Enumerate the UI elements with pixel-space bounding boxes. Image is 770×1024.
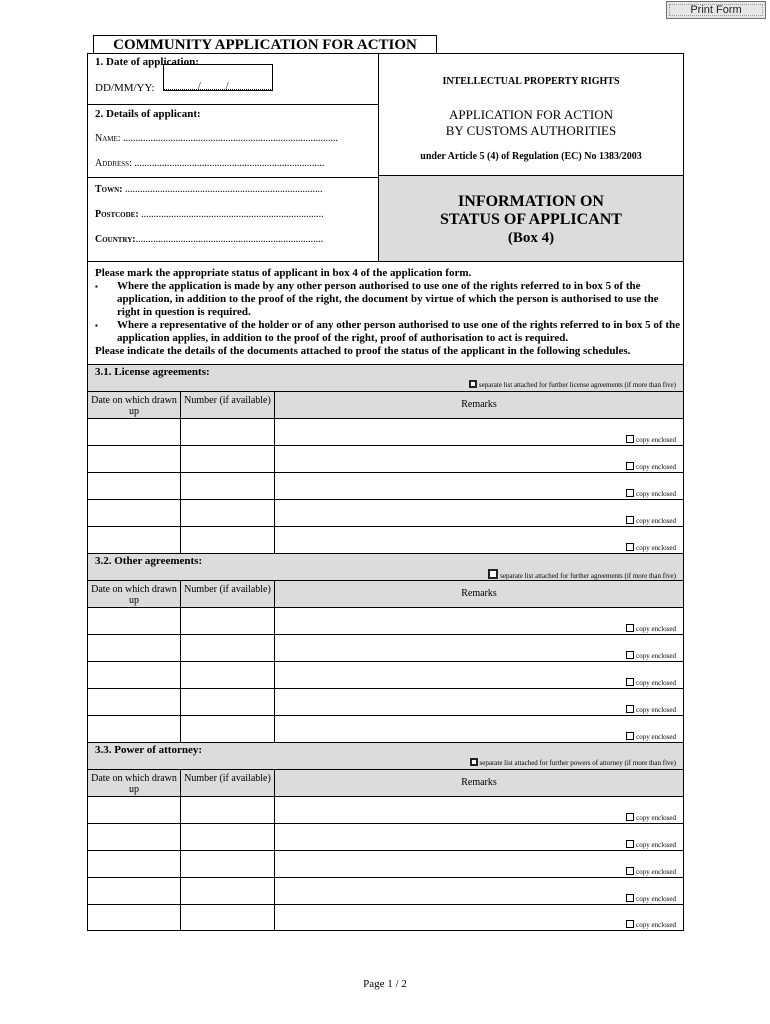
name-field-row[interactable] xyxy=(95,133,338,144)
country-dots: ........................................................................... xyxy=(135,234,324,245)
copy-enclosed-label: copy enclosed xyxy=(636,652,676,660)
checkbox-icon[interactable] xyxy=(626,489,634,497)
date-label: 1. Date of application: xyxy=(95,56,199,68)
copy-enclosed-label: copy enclosed xyxy=(636,490,676,498)
instructions-intro: Please mark the appropriate status of applicant in box 4 of the application form. xyxy=(95,267,472,279)
copy-enclosed-label: copy enclosed xyxy=(636,463,676,471)
table-row[interactable] xyxy=(88,472,683,499)
copy-enclosed-label: copy enclosed xyxy=(636,436,676,444)
left-divider-1 xyxy=(88,104,378,105)
instruction-bullet-1-text: Where the application is made by any other person authorised to use one of the rights referred to in box 5 of the application, in addition to the proof of the right, the document by virtue of which the person is authorised to use the right in question is required. xyxy=(117,280,659,318)
copy-enclosed-label: copy enclosed xyxy=(636,706,676,714)
checkbox-icon[interactable] xyxy=(626,543,634,551)
checkbox-icon[interactable] xyxy=(626,516,634,524)
copy-enclosed-label: copy enclosed xyxy=(636,841,676,849)
checkbox-icon[interactable] xyxy=(626,624,634,632)
copy-enclosed-label: copy enclosed xyxy=(636,921,676,929)
table-row[interactable] xyxy=(88,607,683,634)
copy-enclosed-option[interactable] xyxy=(626,920,676,929)
name-label: Name xyxy=(95,133,118,144)
table-row[interactable] xyxy=(88,526,683,553)
copy-enclosed-option[interactable] xyxy=(626,516,676,525)
column-header-line xyxy=(88,580,683,581)
page-number: Page 1 / 2 xyxy=(363,978,407,990)
address-dots: : ............................................................................ xyxy=(129,158,325,169)
postcode-label: Postcode: xyxy=(95,209,139,220)
copy-enclosed-option[interactable] xyxy=(626,894,676,903)
town-field-row[interactable] xyxy=(95,184,323,195)
copy-enclosed-label: copy enclosed xyxy=(636,814,676,822)
instruction-bullet-2 xyxy=(95,319,680,345)
form-frame xyxy=(87,53,684,931)
table-row[interactable] xyxy=(88,661,683,688)
checkbox-icon[interactable] xyxy=(470,758,478,766)
checkbox-icon[interactable] xyxy=(626,462,634,470)
copy-enclosed-option[interactable] xyxy=(626,840,676,849)
postcode-dots: ......................................................................... xyxy=(138,209,324,220)
checkbox-icon[interactable] xyxy=(626,705,634,713)
table-row[interactable] xyxy=(88,796,683,823)
copy-enclosed-option[interactable] xyxy=(626,489,676,498)
left-divider-2 xyxy=(88,177,378,178)
checkbox-icon[interactable] xyxy=(488,569,498,579)
copy-enclosed-option[interactable] xyxy=(626,435,676,444)
address-label: Address xyxy=(95,158,130,169)
table-row[interactable] xyxy=(88,688,683,715)
col-number: Number (if available) xyxy=(184,584,271,595)
section-license-agreements xyxy=(88,364,683,553)
section-title: 3.2. Other agreements: xyxy=(95,555,203,567)
separate-list-option[interactable] xyxy=(488,569,676,580)
checkbox-icon[interactable] xyxy=(469,380,477,388)
table-row[interactable] xyxy=(88,499,683,526)
col-remarks: Remarks xyxy=(461,777,497,788)
checkbox-icon[interactable] xyxy=(626,732,634,740)
date-slashes: / / xyxy=(198,81,229,92)
instructions-closing: Please indicate the details of the documents attached to proof the status of the applicant in the following schedules. xyxy=(95,345,631,357)
instruction-bullet-1 xyxy=(95,280,680,319)
instruction-bullet-2-text: Where a representative of the holder or of any other person authorised to use one of the rights referred to in box 5 of the application applies, in addition to the proof of the right, proof of authorisation to act is required. xyxy=(117,319,680,344)
section-title: 3.3. Power of attorney: xyxy=(95,744,203,756)
header-bottom-line xyxy=(88,261,683,262)
form-title: COMMUNITY APPLICATION FOR ACTION xyxy=(93,35,437,54)
separate-list-note: separate list attached for further license agreements (if more than five) xyxy=(478,381,676,389)
applicant-label: 2. Details of applicant: xyxy=(95,108,201,120)
table-row[interactable] xyxy=(88,877,683,904)
copy-enclosed-option[interactable] xyxy=(626,813,676,822)
application-heading-line2: BY CUSTOMS AUTHORITIES xyxy=(445,123,617,138)
separate-list-option[interactable] xyxy=(469,380,676,389)
table-row[interactable] xyxy=(88,418,683,445)
checkbox-icon[interactable] xyxy=(626,894,634,902)
town-dots: ............................................................................... xyxy=(122,184,323,195)
copy-enclosed-label: copy enclosed xyxy=(636,679,676,687)
copy-enclosed-option[interactable] xyxy=(626,732,676,741)
checkbox-icon[interactable] xyxy=(626,867,634,875)
table-row[interactable] xyxy=(88,850,683,877)
separate-list-option[interactable] xyxy=(470,758,677,767)
info-heading-line3: (Box 4) xyxy=(507,230,555,246)
table-row[interactable] xyxy=(88,904,683,930)
bullet-icon: ▪ xyxy=(95,321,98,330)
checkbox-icon[interactable] xyxy=(626,651,634,659)
table-row[interactable] xyxy=(88,715,683,742)
section-power-of-attorney xyxy=(88,742,683,930)
checkbox-icon[interactable] xyxy=(626,678,634,686)
separate-list-note: separate list attached for further agreements (if more than five) xyxy=(500,572,676,580)
print-form-button[interactable]: Print Form xyxy=(666,1,766,19)
checkbox-icon[interactable] xyxy=(626,920,634,928)
checkbox-icon[interactable] xyxy=(626,813,634,821)
instructions-block xyxy=(95,267,680,358)
ipr-heading: INTELLECTUAL PROPERTY RIGHTS xyxy=(442,76,620,87)
copy-enclosed-label: copy enclosed xyxy=(636,517,676,525)
postcode-field-row[interactable] xyxy=(95,209,324,220)
copy-enclosed-option[interactable] xyxy=(626,705,676,714)
col-date: Date on which drawn up xyxy=(91,584,177,606)
copy-enclosed-option[interactable] xyxy=(626,543,676,552)
col-number: Number (if available) xyxy=(184,773,271,784)
column-header-line xyxy=(88,769,683,770)
date-underline xyxy=(163,89,273,90)
table-row[interactable] xyxy=(88,823,683,850)
copy-enclosed-label: copy enclosed xyxy=(636,868,676,876)
copy-enclosed-option[interactable] xyxy=(626,624,676,633)
copy-enclosed-option[interactable] xyxy=(626,867,676,876)
info-heading-line1: INFORMATION ON xyxy=(458,193,604,210)
copy-enclosed-label: copy enclosed xyxy=(636,895,676,903)
column-header-line xyxy=(88,391,683,392)
copy-enclosed-option[interactable] xyxy=(626,651,676,660)
country-label: Country: xyxy=(95,234,136,245)
section-other-agreements xyxy=(88,553,683,742)
table-row[interactable] xyxy=(88,445,683,472)
name-dots: : ...................................................................................... xyxy=(117,133,339,144)
checkbox-icon[interactable] xyxy=(626,435,634,443)
country-field-row[interactable] xyxy=(95,234,323,245)
info-status-box xyxy=(379,175,683,262)
col-date: Date on which drawn up xyxy=(91,395,177,417)
application-heading xyxy=(379,107,683,139)
copy-enclosed-option[interactable] xyxy=(626,678,676,687)
town-label: Town: xyxy=(95,184,123,195)
section-title: 3.1. License agreements: xyxy=(95,366,210,378)
bullet-icon: ▪ xyxy=(95,282,98,291)
copy-enclosed-label: copy enclosed xyxy=(636,625,676,633)
application-heading-line1: APPLICATION FOR ACTION xyxy=(449,107,613,122)
checkbox-icon[interactable] xyxy=(626,840,634,848)
table-row[interactable] xyxy=(88,634,683,661)
address-field-row[interactable] xyxy=(95,158,324,169)
regulation-text: under Article 5 (4) of Regulation (EC) No 1383/2003 xyxy=(420,151,642,162)
col-remarks: Remarks xyxy=(461,399,497,410)
separate-list-note: separate list attached for further powers of attorney (if more than five) xyxy=(479,759,676,767)
date-format-label: DD/MM/YY: xyxy=(95,82,155,94)
col-date: Date on which drawn up xyxy=(91,773,177,795)
col-remarks: Remarks xyxy=(461,588,497,599)
info-heading-line2: STATUS OF APPLICANT xyxy=(440,211,622,228)
col-number: Number (if available) xyxy=(184,395,271,406)
copy-enclosed-option[interactable] xyxy=(626,462,676,471)
copy-enclosed-label: copy enclosed xyxy=(636,733,676,741)
copy-enclosed-label: copy enclosed xyxy=(636,544,676,552)
